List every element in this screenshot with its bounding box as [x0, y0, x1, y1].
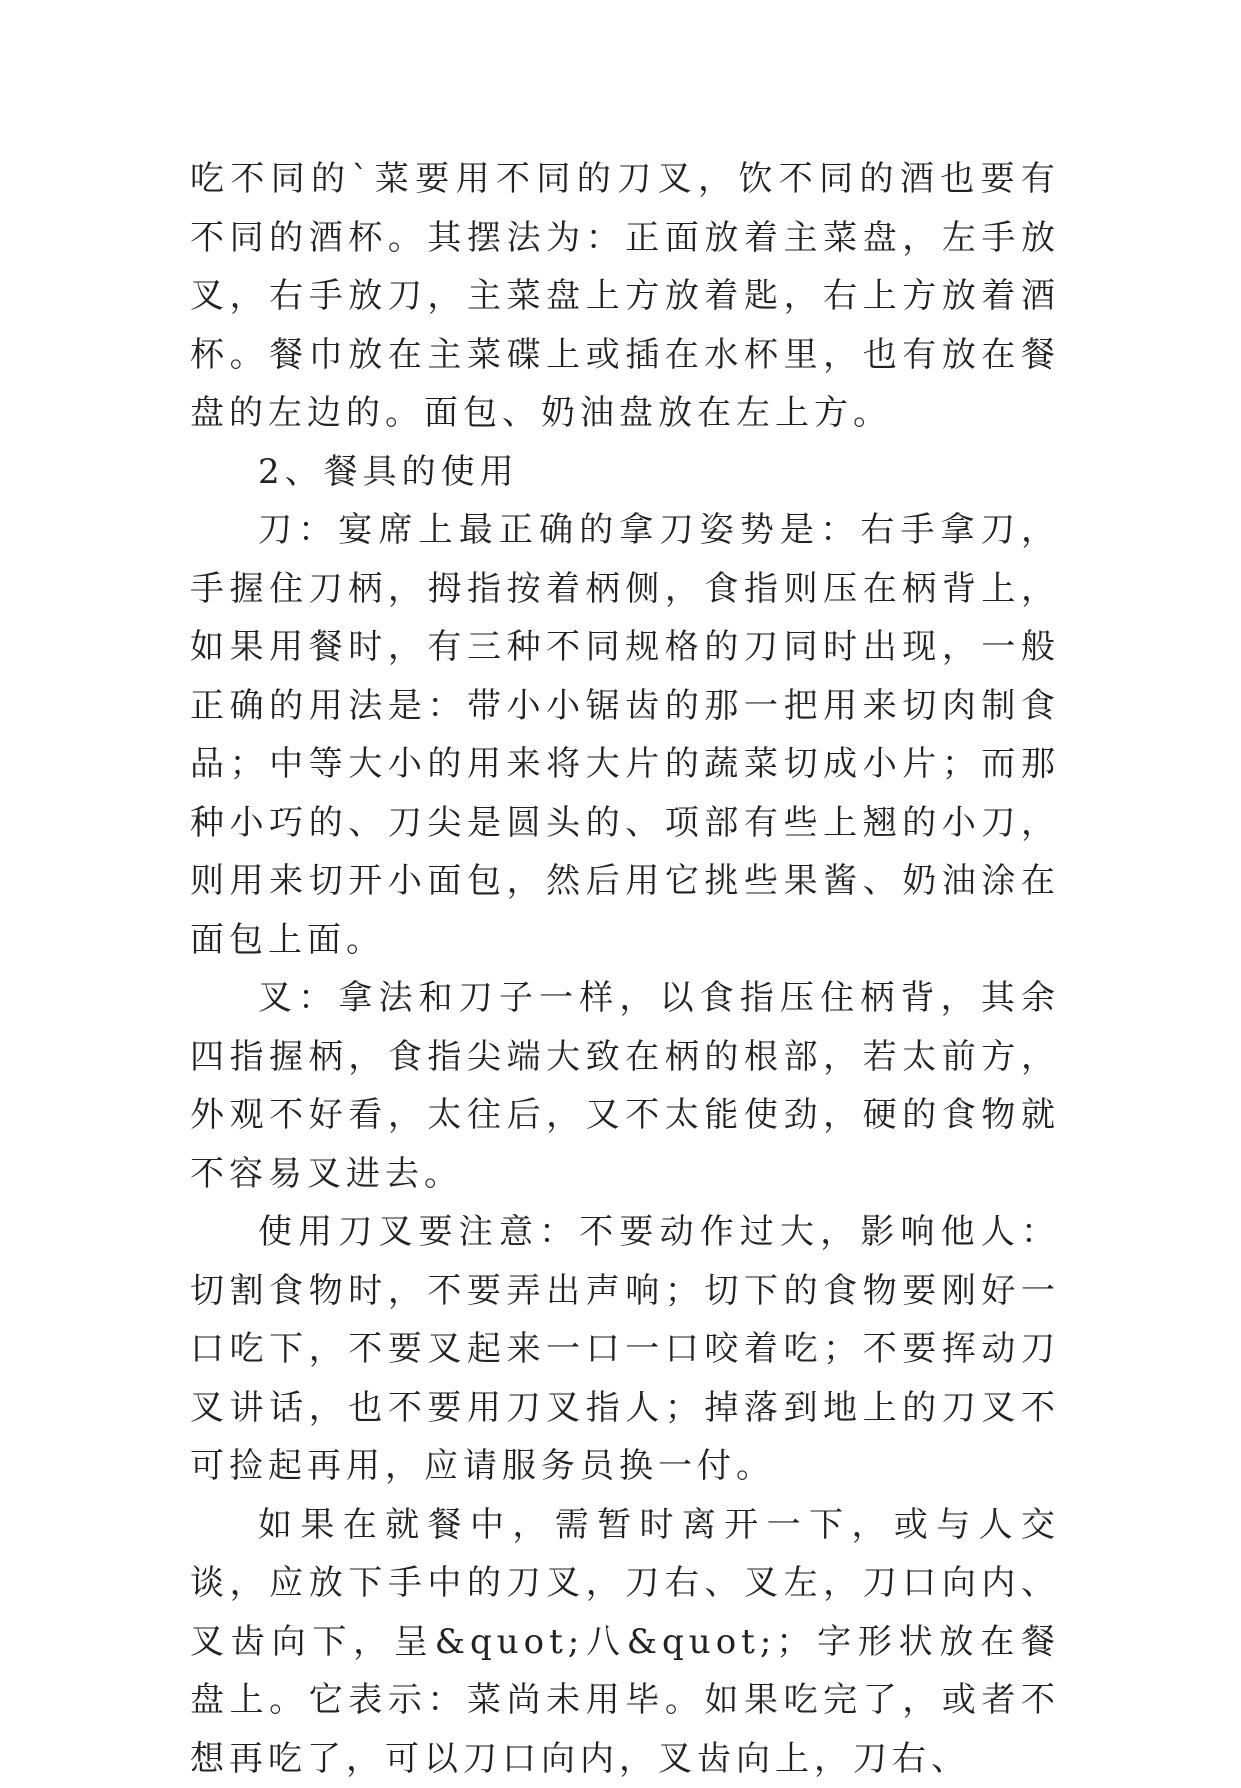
paragraph-fork: 叉：拿法和刀子一样，以食指压住柄背，其余四指握柄，食指尖端大致在柄的根部，若太前方，外观不好看，太往后，又不太能使劲，硬的食物就不容易叉进去。 — [190, 969, 1060, 1203]
section-heading-tableware-use: 2、餐具的使用 — [190, 443, 1060, 502]
paragraph-tableware-arrangement: 吃不同的`菜要用不同的刀叉，饮不同的酒也要有不同的酒杯。其摆法为：正面放着主菜盘，左手放叉，右手放刀，主菜盘上方放着匙，右上方放着酒杯。餐巾放在主菜碟上或插在水杯里，也有放在餐盘的左边的。面包、奶油盘放在左上方。 — [190, 150, 1060, 443]
document-page — [190, 150, 1060, 1788]
paragraph-knife: 刀：宴席上最正确的拿刀姿势是：右手拿刀，手握住刀柄，拇指按着柄侧，食指则压在柄背上，如果用餐时，有三种不同规格的刀同时出现，一般正确的用法是：带小小锯齿的那一把用来切肉制食品；中等大小的用来将大片的蔬菜切成小片；而那种小巧的、刀尖是圆头的、项部有些上翘的小刀，则用来切开小面包，然后用它挑些果酱、奶油涂在面包上面。 — [190, 501, 1060, 969]
paragraph-cutlery-notes: 使用刀叉要注意：不要动作过大，影响他人：切割食物时，不要弄出声响；切下的食物要刚好一口吃下，不要叉起来一口一口咬着吃；不要挥动刀叉讲话，也不要用刀叉指人；掉落到地上的刀叉不可捡起再用，应请服务员换一付。 — [190, 1203, 1060, 1496]
paragraph-cutlery-resting: 如果在就餐中，需暂时离开一下，或与人交谈，应放下手中的刀叉，刀右、叉左，刀口向内、叉齿向下，呈&quot;八&quot;；字形状放在餐盘上。它表示：菜尚未用毕。如果吃完了，或者不想再吃了，可以刀口向内，叉齿向上，刀右、 — [190, 1496, 1060, 1788]
